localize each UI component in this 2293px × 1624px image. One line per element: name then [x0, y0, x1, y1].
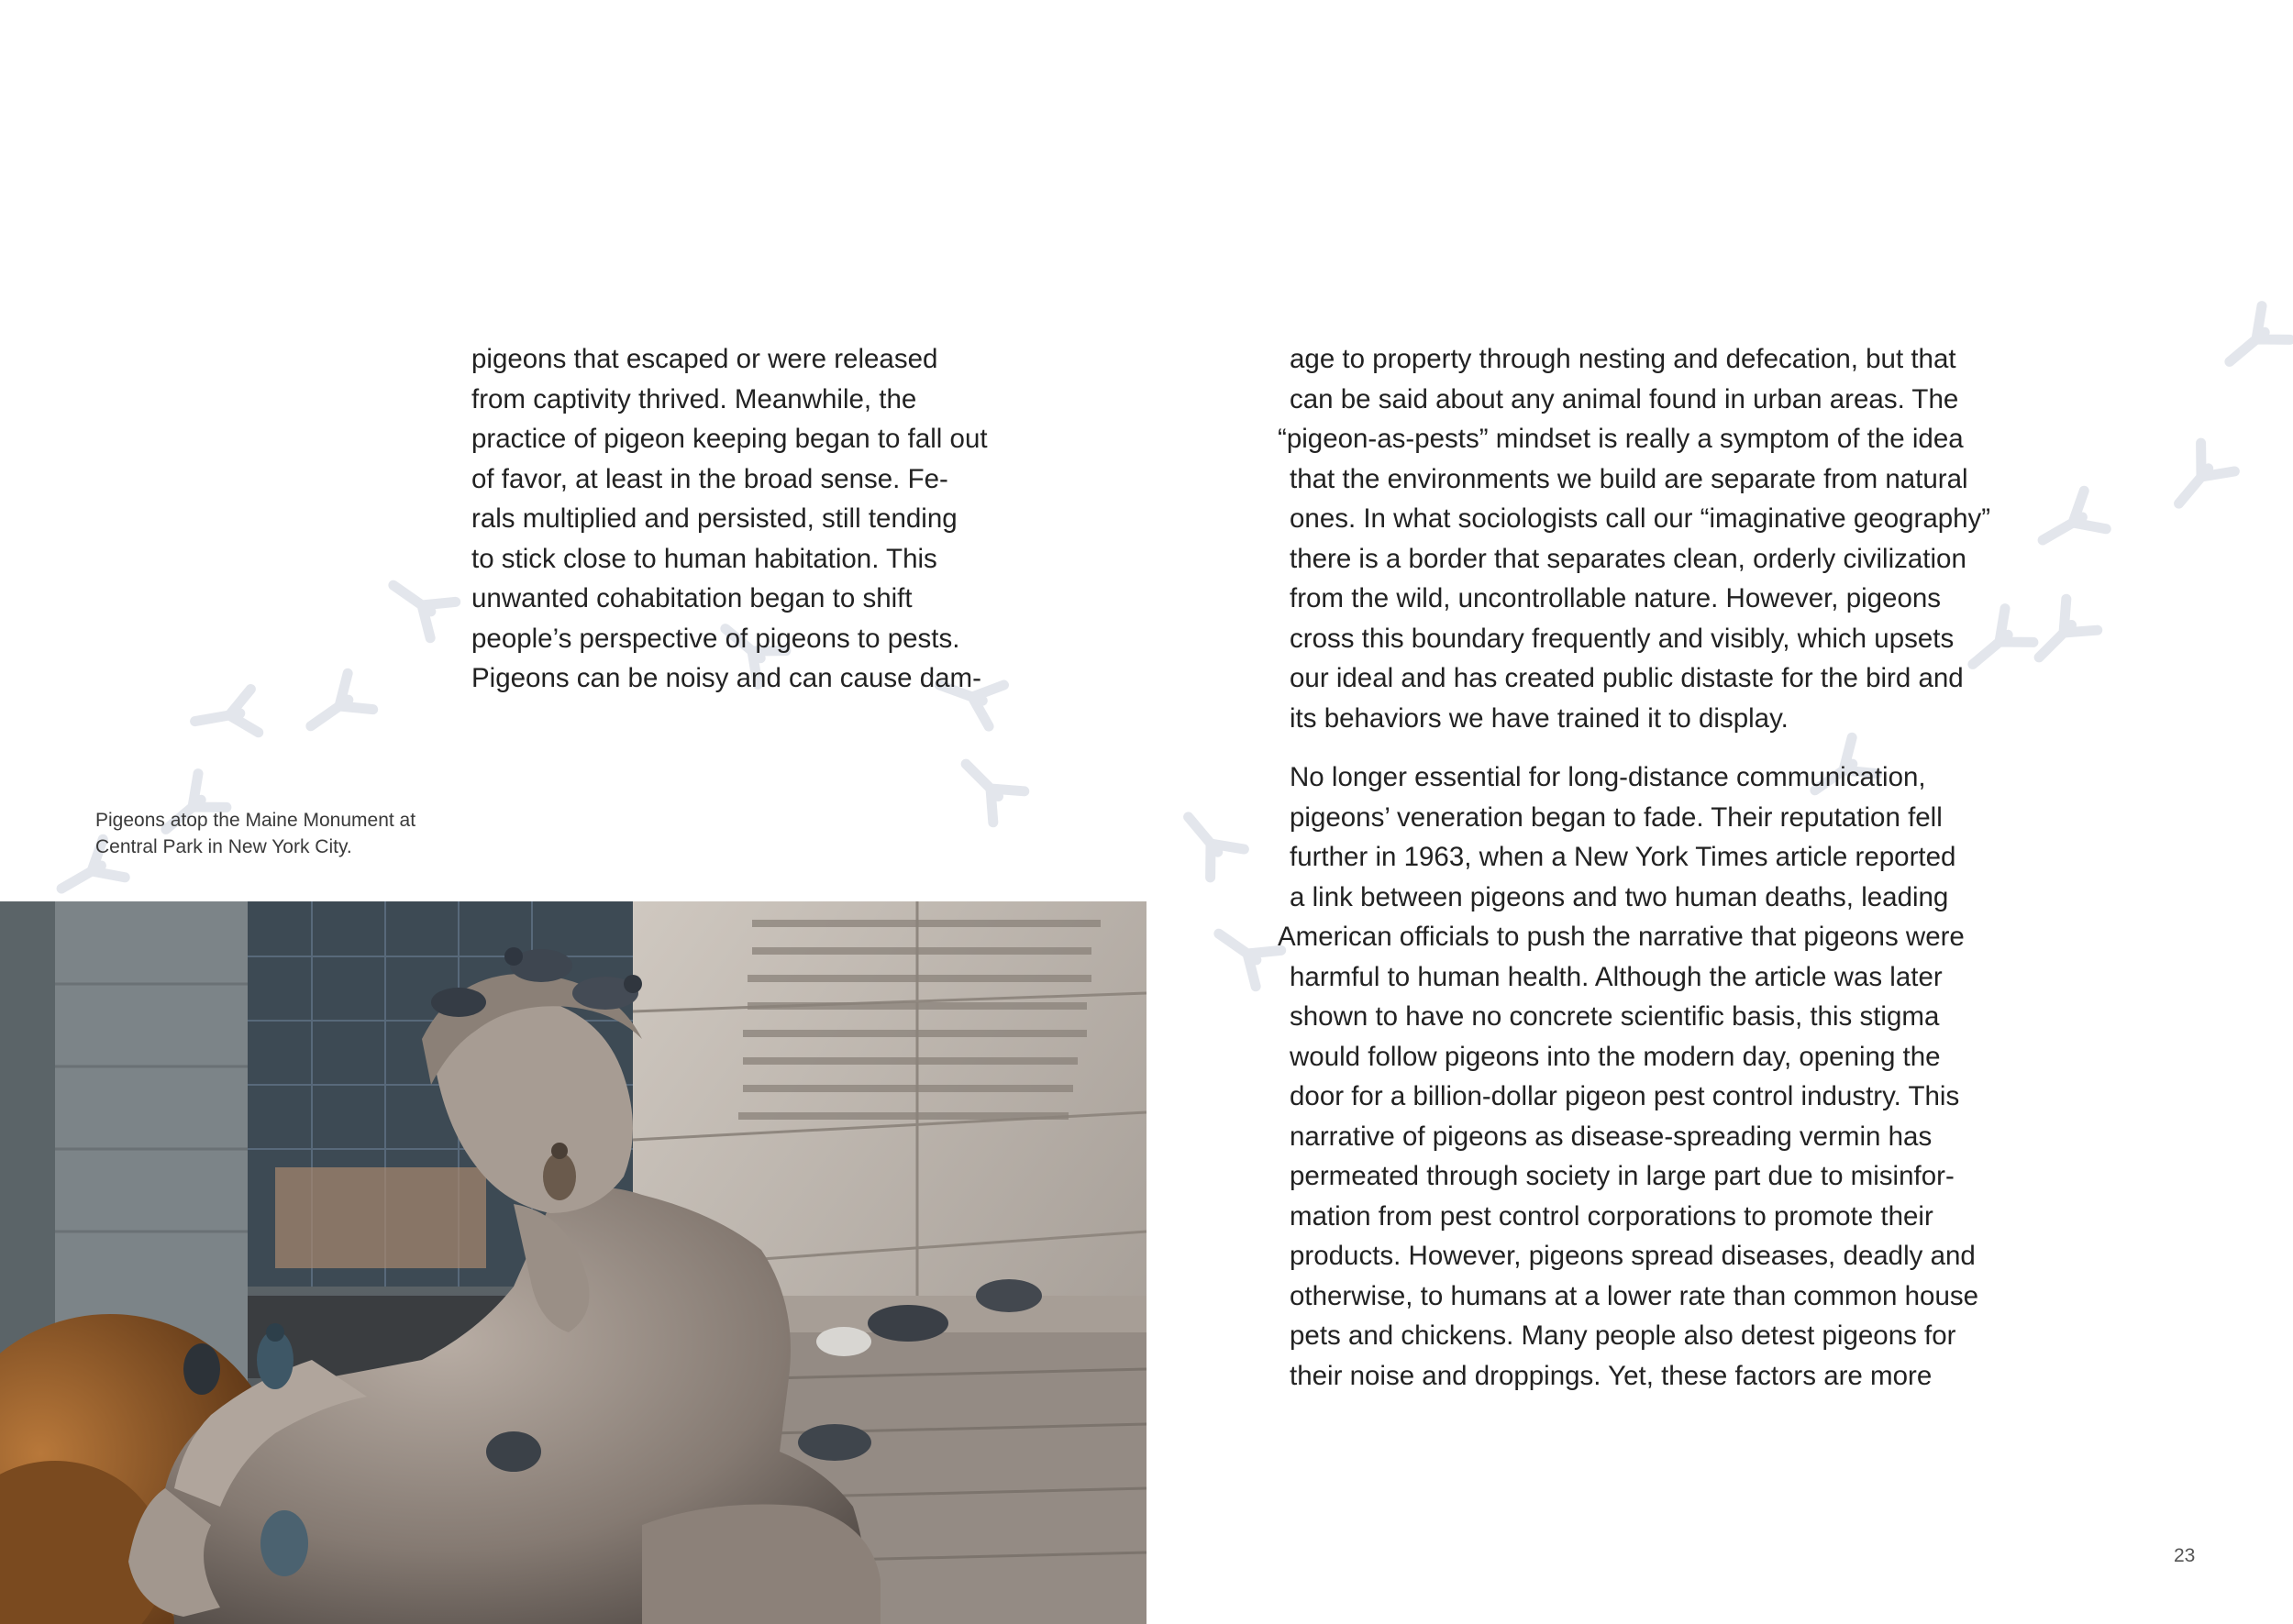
text-line: can be said about any animal found in urban areas. The — [1290, 383, 1959, 414]
text-line: narrative of pigeons as disease-spreading vermin has — [1290, 1121, 1933, 1152]
monument-photo — [0, 901, 1146, 1624]
text-line: age to property through nesting and defecation, but that — [1290, 344, 1956, 374]
text-line: cross this boundary frequently and visibly, which upsets — [1290, 623, 1955, 654]
text-line: there is a border that separates clean, orderly civilization — [1290, 543, 1966, 574]
text-line: a link between pigeons and two human deaths, leading — [1290, 881, 1949, 912]
bird-footprint-icon — [1171, 802, 1244, 877]
page-number: 23 — [2174, 1545, 2196, 1566]
bird-footprint-icon — [298, 673, 373, 744]
text-line: pigeons that escaped or were released — [471, 344, 938, 374]
text-line: door for a billion-dollar pigeon pest control industry. This — [1290, 1081, 1960, 1111]
text-line: rals multiplied and persisted, still tending — [471, 503, 958, 534]
bird-footprint-icon — [2215, 306, 2289, 379]
text-line: from the wild, uncontrollable nature. However, pigeons — [1290, 583, 1942, 613]
caption-line: Pigeons atop the Maine Monument at — [95, 810, 416, 831]
bird-footprint-icon — [191, 690, 258, 744]
bird-footprint-icon — [2032, 491, 2106, 559]
bird-footprint-icon — [950, 748, 1025, 823]
text-line: practice of pigeon keeping began to fall out — [471, 424, 988, 454]
text-line: otherwise, to humans at a lower rate than common house — [1290, 1280, 1979, 1311]
text-line: people’s perspective of pigeons to pests. — [471, 623, 960, 654]
text-line: permeated through society in large part due to misinfor- — [1290, 1161, 1955, 1191]
text-line: further in 1963, when a New York Times article reported — [1290, 842, 1956, 872]
text-line: would follow pigeons into the modern day, opening the — [1290, 1041, 1941, 1072]
text-line: our ideal and has created public distaste for the bird and — [1290, 663, 1964, 693]
caption-line: Central Park in New York City. — [95, 836, 352, 857]
text-line: Pigeons can be noisy and can cause dam- — [471, 663, 981, 693]
text-line: their noise and droppings. Yet, these factors are more — [1290, 1360, 1933, 1391]
text-line: mation from pest control corporations to promote their — [1290, 1200, 1933, 1232]
bird-footprint-icon — [1206, 916, 1281, 987]
text-line: products. However, pigeons spread diseases, deadly and — [1290, 1241, 1976, 1271]
text-line: No longer essential for long-distance communication, — [1290, 762, 1926, 792]
body-column-left — [471, 339, 988, 699]
text-line: unwanted cohabitation began to shift — [471, 583, 913, 613]
text-line: shown to have no concrete scientific basis, this stigma — [1290, 1001, 1940, 1032]
text-line: that the environments we build are separate from natural — [1290, 463, 1968, 494]
text-line: its behaviors we have trained it to display. — [1290, 702, 1789, 734]
photo-caption — [95, 807, 415, 860]
text-line: American officials to push the narrative that pigeons were — [1278, 922, 1965, 952]
text-line: of favor, at least in the broad sense. Fe- — [471, 463, 948, 494]
text-line: pigeons’ veneration began to fade. Their reputation fell — [1290, 801, 1943, 833]
text-line: from captivity thrived. Meanwhile, the — [471, 383, 917, 414]
body-column-right-paragraph-1 — [1278, 339, 1990, 738]
text-line: pets and chickens. Many people also detest pigeons for — [1290, 1320, 1956, 1351]
bird-footprint-icon — [2023, 599, 2098, 673]
bird-footprint-icon — [2162, 443, 2234, 517]
text-line: ones. In what sociologists call our “imaginative geography” — [1290, 503, 1991, 534]
text-line: harmful to human health. Although the article was later — [1290, 961, 1943, 992]
bird-footprint-icon — [381, 568, 456, 638]
body-column-right-paragraph-2 — [1278, 757, 1979, 1396]
text-line: “pigeon-as-pests” mindset is really a symptom of the idea — [1278, 424, 1964, 454]
text-line: to stick close to human habitation. This — [471, 543, 937, 574]
